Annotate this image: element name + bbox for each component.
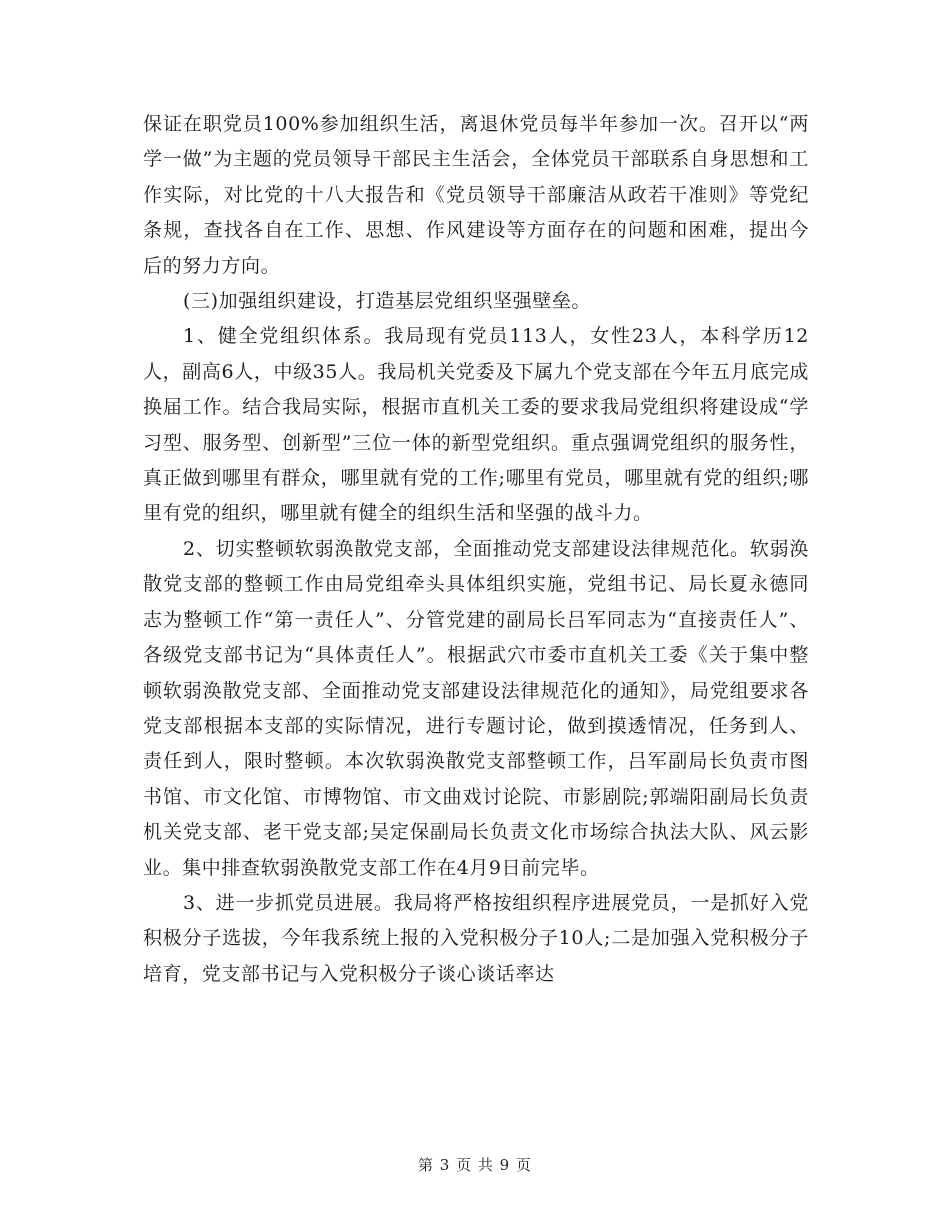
section-heading-organization: (三)加强组织建设，打造基层党组织坚强壁垒。 bbox=[183, 290, 592, 313]
document-body bbox=[143, 107, 809, 992]
paragraph-item-1: 1、健全党组织体系。我局现有党员113人，女性23人，本科学历12人，副高6人，中级35人。我局机关党委及下属九个党支部在今年五月底完成换届工作。结合我局实际，根据市直机关工委的要求我局党组织将建设成“学习型、服务型、创新型”三位一体的新型党组织。重点强调党组织的服务性，真正做到哪里有群众，哪里就有党的工作;哪里有党员，哪里就有党的组织;哪里有党的组织，哪里就有健全的组织生活和坚强的战斗力。 bbox=[143, 325, 809, 525]
paragraph-item-2: 2、切实整顿软弱涣散党支部，全面推动党支部建设法律规范化。软弱涣散党支部的整顿工作由局党组牵头具体组织实施，党组书记、局长夏永德同志为整顿工作“第一责任人”、分管党建的副局长吕军同志为“直接责任人”、各级党支部书记为“具体责任人”。根据武穴市委市直机关工委《关于集中整顿软弱涣散党支部、全面推动党支部建设法律规范化的通知》，局党组要求各党支部根据本支部的实际情况，进行专题讨论，做到摸透情况，任务到人、责任到人，限时整顿。本次软弱涣散党支部整顿工作，吕军副局长负责市图书馆、市文化馆、市博物馆、市文曲戏讨论院、市影剧院;郭端阳副局长负责机关党支部、老干党支部;吴定保副局长负责文化市场综合执法大队、风云影业。集中排查软弱涣散党支部工作在4月9日前完毕。 bbox=[143, 537, 809, 879]
paragraph-continuation: 保证在职党员100%参加组织生活，离退休党员每半年参加一次。召开以“两学一做”为主题的党员领导干部民主生活会，全体党员干部联系自身思想和工作实际，对比党的十八大报告和《党员领导干部廉洁从政若干准则》等党纪条规，查找各自在工作、思想、作风建设等方面存在的问题和困难，提出今后的努力方向。 bbox=[143, 113, 809, 277]
paragraph-item-3: 3、进一步抓党员进展。我局将严格按组织程序进展党员，一是抓好入党积极分子选拔，今年我系统上报的入党积极分子10人;二是加强入党积极分子培育，党支部书记与入党积极分子谈心谈话率达 bbox=[143, 891, 809, 985]
page-footer: 第 3 页 共 9 页 bbox=[418, 1156, 532, 1174]
